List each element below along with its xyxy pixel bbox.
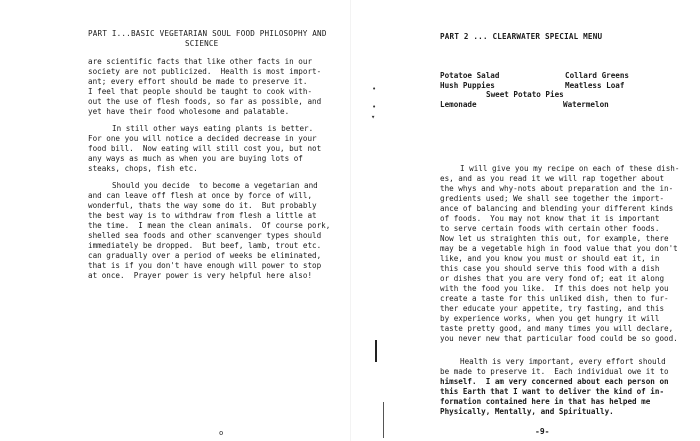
left-heading-line-2: SCIENCE [185, 39, 219, 48]
right-heading: PART 2 ... CLEARWATER SPECIAL MENU [440, 32, 603, 41]
menu-item: Collard Greens [565, 71, 630, 80]
text-line: you never new that particular food could be so good. [440, 334, 678, 343]
text-line: can gradually over a period of weeks be eliminated, [88, 251, 322, 260]
text-line: are scientific facts that like other facts in our [88, 57, 313, 66]
text-line: I will give you my recipe on each of these dish- [460, 164, 680, 173]
text-line: Health is very important, every effort should [460, 357, 666, 366]
text-line: be made to preserve it. Each individual owe it to [440, 367, 669, 376]
text-line: shelled sea foods and other scanvenger types should [88, 231, 322, 240]
page-number: -9- [535, 427, 550, 436]
left-page-mark: o [219, 429, 224, 437]
menu-item: Lemonade [440, 100, 477, 109]
text-line: by experience works, when you get hungry it will [440, 314, 660, 323]
text-line: ther educate your appetite, try fasting, and this [440, 304, 665, 313]
menu-item: Meatless Loaf [565, 81, 625, 90]
text-line: may be a vegetable high in food value that you don't [440, 244, 678, 253]
menu-item: Potatoe Salad [440, 71, 500, 80]
left-heading-line-1: PART I...BASIC VEGETARIAN SOUL FOOD PHILOSOPHY AND [88, 29, 327, 38]
text-line: ance of balancing and blending your different kinds [440, 204, 674, 213]
binding-speck: • [372, 103, 377, 111]
text-line: steaks, chops, fish etc. [88, 164, 198, 173]
text-line: Physically, Mentally, and Spiritually. [440, 407, 614, 416]
text-line: es, and as you read it we will rap together about [440, 174, 665, 183]
menu-item: Sweet Potato Pies [486, 90, 564, 99]
menu-item: Watermelon [563, 100, 609, 109]
text-line: at once. Prayer power is very helpful here also! [88, 271, 313, 280]
text-line: immediately be dropped. But beef, lamb, trout etc. [88, 241, 322, 250]
text-line: this case you should serve this food with a dish [440, 264, 660, 273]
text-line: the whys and why-nots about preparation and the in- [440, 184, 674, 193]
text-line: himself. I am very concerned about each person on [440, 377, 669, 386]
text-line: Now let us straighten this out, for example, there [440, 234, 669, 243]
binding-speck: • [372, 85, 377, 93]
text-line: out the use of flesh foods, so far as possible, and [88, 97, 322, 106]
text-line: society are not publicized. Health is most import- [88, 67, 322, 76]
text-line: For one you will notice a decided decrease in your [88, 134, 317, 143]
text-line: Should you decide to become a vegetarian and [112, 181, 318, 190]
text-line: to serve certain foods with certain other foods. [440, 224, 660, 233]
text-line: gredients used; We shall see together the import- [440, 194, 665, 203]
text-line: ant; every effort should be made to preserve it. [88, 77, 308, 86]
binding-speck: ▾ [371, 113, 376, 121]
text-line: create a taste for this unliked dish, then to fur- [440, 294, 669, 303]
text-line: formation contained here in that has helped me [440, 397, 651, 406]
right-page [350, 0, 700, 441]
text-line: I feel that people should be taught to cook with- [88, 87, 313, 96]
text-line: with the food you like. If this does not help you [440, 284, 669, 293]
text-line: and can leave off flesh at once by force of will, [88, 191, 313, 200]
text-line: like, and you know you must or should eat it, in [440, 254, 660, 263]
text-line: of foods. You may not know that it is important [440, 214, 660, 223]
text-line: taste pretty good, and many times you will declare, [440, 324, 674, 333]
menu-item: Hush Puppies [440, 81, 495, 90]
text-line: wonderful, thats the way some do it. But probably [88, 201, 317, 210]
text-line: yet have their food wholesome and palatable. [88, 107, 290, 116]
text-line: any ways as much as when you are buying lots of [88, 154, 303, 163]
text-line: food bill. Now eating will still cost you, but not [88, 144, 322, 153]
text-line: the time. I mean the clean animals. Of course pork, [88, 221, 331, 230]
text-line: or dishes that you are very fond of; eat it along [440, 274, 665, 283]
text-line: In still other ways eating plants is better. [112, 124, 314, 133]
text-line: that is if you don't have enough will power to stop [88, 261, 322, 270]
text-line: this Earth that I want to deliver the kind of in- [440, 387, 665, 396]
text-line: the best way is to withdraw from flesh a little at [88, 211, 317, 220]
